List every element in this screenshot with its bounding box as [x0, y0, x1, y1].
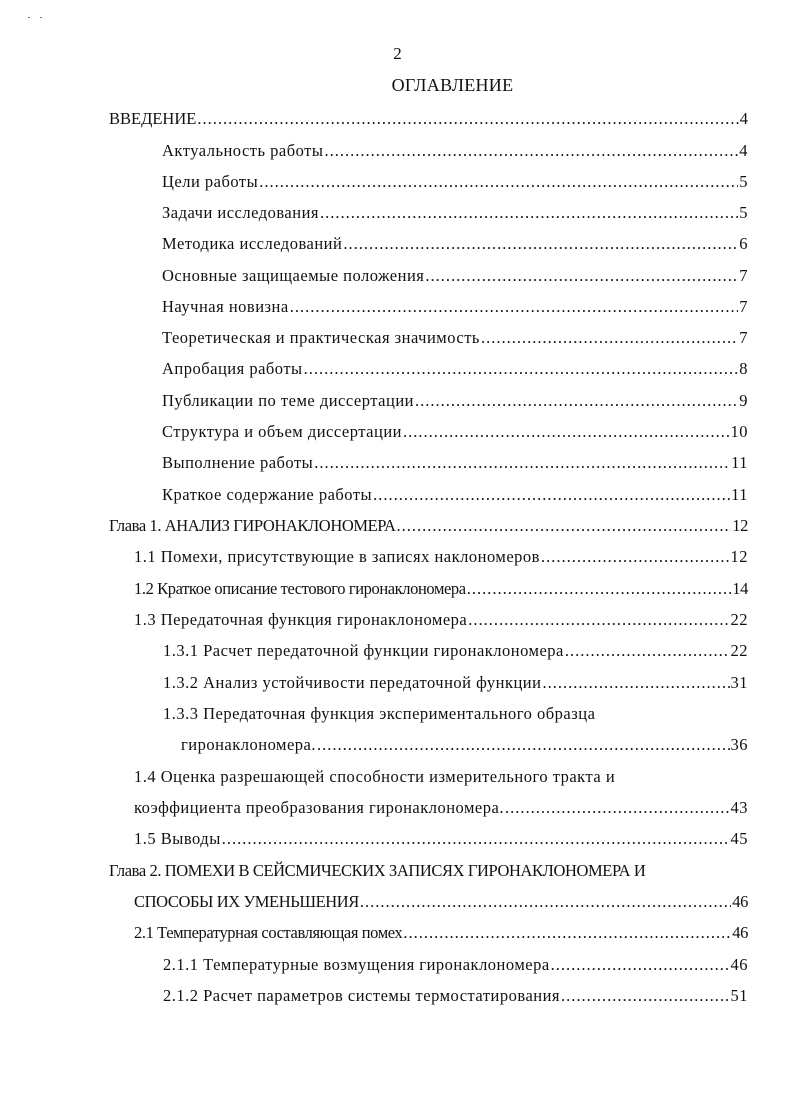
- toc-entry-label: ВВЕДЕНИЕ: [109, 109, 197, 128]
- dot-leader: [425, 266, 738, 286]
- toc-entry-label: Актуальность работы: [162, 141, 324, 160]
- toc-entry-label: 1.5 Выводы: [134, 829, 221, 848]
- dot-leader: [197, 109, 738, 129]
- dot-leader: [343, 234, 738, 254]
- toc-entry-page: 46: [732, 923, 748, 942]
- toc-entry-label: Публикации по теме диссертации: [162, 391, 414, 410]
- toc-entry-page: 5: [739, 172, 748, 191]
- toc-entry-label: 1.3 Передаточная функция гиронаклономера: [134, 610, 468, 629]
- toc-entry-label: СПОСОБЫ ИХ УМЕНЬШЕНИЯ: [134, 892, 359, 911]
- toc-entry: [162, 422, 748, 442]
- toc-entry-label: 2.1.1 Температурные возмущения гиронаклономера: [163, 955, 550, 974]
- toc-entry-page: 7: [739, 297, 748, 316]
- dot-leader: [314, 453, 730, 473]
- toc-entry: [162, 453, 748, 473]
- toc-entry-chapter-line1: Глава 2. ПОМЕХИ В СЕЙСМИЧЕСКИХ ЗАПИСЯХ ГИРОНАКЛОНОМЕРА И: [109, 861, 646, 880]
- toc-entry-page: 36: [730, 735, 748, 754]
- toc-entry: [162, 328, 748, 348]
- toc-entry: [163, 986, 748, 1006]
- toc-entry: [162, 203, 748, 223]
- toc-entry: [163, 955, 748, 975]
- toc-entry-label: Методика исследований: [162, 234, 343, 253]
- toc-entry-label: Основные защищаемые положения: [162, 266, 425, 285]
- toc-entry: [181, 735, 748, 755]
- toc-entry-page: 43: [730, 798, 748, 817]
- toc-entry: [163, 641, 748, 661]
- toc-entry-chapter: [109, 516, 748, 536]
- toc-entry-page: 46: [730, 955, 748, 974]
- dot-leader: [481, 328, 738, 348]
- toc-entry: [134, 923, 748, 943]
- toc-entry-page: 11: [731, 453, 748, 472]
- toc-entry-label: 2.1 Температурная составляющая помех: [134, 923, 403, 942]
- toc-entry: [162, 485, 748, 505]
- dot-leader: [222, 829, 730, 849]
- dot-leader: [415, 391, 738, 411]
- toc-entry: [134, 547, 748, 567]
- toc-entry-page: 6: [739, 234, 748, 253]
- toc-entry-label: Задачи исследования: [162, 203, 320, 222]
- toc-entry-label: Структура и объем диссертации: [162, 422, 402, 441]
- toc-entry: [134, 829, 748, 849]
- dot-leader: [403, 923, 731, 943]
- toc-entry-page: 8: [739, 359, 748, 378]
- toc-entry-page: 46: [732, 892, 748, 911]
- toc-entry-page: 7: [739, 266, 748, 285]
- toc-entry-page: 10: [730, 422, 748, 441]
- dot-leader: [541, 547, 730, 567]
- dot-leader: [317, 735, 730, 755]
- dot-leader: [320, 203, 738, 223]
- toc-entry-page: 22: [730, 610, 748, 629]
- toc-entry: [134, 610, 748, 630]
- toc-entry: [162, 391, 748, 411]
- toc-title: ОГЛАВЛЕНИЕ: [391, 75, 514, 95]
- toc-entry-page: 12: [730, 547, 748, 566]
- toc-entry: [162, 266, 748, 286]
- toc-entry: [162, 141, 748, 161]
- toc-entry: [162, 359, 748, 379]
- dot-leader: [360, 892, 731, 912]
- toc-entry-line1: 1.4 Оценка разрешающей способности измерительного тракта и: [134, 767, 616, 786]
- toc-entry-line1: 1.3.3 Передаточная функция экспериментального образца: [163, 704, 596, 723]
- dot-leader: [551, 955, 730, 975]
- dot-leader: [396, 516, 731, 536]
- dot-leader: [505, 798, 730, 818]
- dot-leader: [373, 485, 730, 505]
- toc-entry-label: коэффициента преобразования гиронаклономера.: [134, 798, 504, 817]
- dot-leader: [259, 172, 738, 192]
- toc-entry-label: 1.2 Краткое описание тестового гиронаклономера: [134, 579, 466, 598]
- toc-entry-chapter: [134, 892, 748, 912]
- toc-entry-page: 4: [739, 109, 748, 128]
- page-number: 2: [393, 44, 402, 63]
- toc-entry-page: 12: [732, 516, 748, 535]
- toc-entry-page: 5: [739, 203, 748, 222]
- toc-entry-introduction: [109, 109, 748, 129]
- dot-leader: [542, 673, 729, 693]
- toc-entry: [162, 297, 748, 317]
- toc-entry-label: Цели работы: [162, 172, 259, 191]
- toc-entry: [162, 234, 748, 254]
- toc-entry: [163, 673, 748, 693]
- toc-entry-page: 11: [731, 485, 748, 504]
- toc-entry-label: Краткое содержание работы: [162, 485, 373, 504]
- toc-entry-page: 9: [739, 391, 748, 410]
- dot-leader: [565, 641, 730, 661]
- dot-leader: [324, 141, 738, 161]
- toc-entry-page: 31: [730, 673, 748, 692]
- toc-entry: [134, 798, 748, 818]
- toc-entry-page: 14: [732, 579, 748, 598]
- toc-entry-label: Апробация работы: [162, 359, 303, 378]
- dot-leader: [304, 359, 739, 379]
- toc-entry-label: 1.3.1 Расчет передаточной функции гиронаклономера: [163, 641, 564, 660]
- toc-entry-page: 51: [730, 986, 748, 1005]
- dot-leader: [468, 610, 729, 630]
- toc-entry-page: 45: [730, 829, 748, 848]
- toc-entry-page: 4: [739, 141, 748, 160]
- toc-entry-label: 2.1.2 Расчет параметров системы термостатирования: [163, 986, 561, 1005]
- toc-entry-label: Теоретическая и практическая значимость: [162, 328, 480, 347]
- toc-entry-page: 7: [739, 328, 748, 347]
- dot-leader: [467, 579, 732, 599]
- toc-entry-label: Глава 1. АНАЛИЗ ГИРОНАКЛОНОМЕРА: [109, 516, 396, 535]
- toc-entry: [134, 579, 748, 599]
- toc-entry-label: 1.3.2 Анализ устойчивости передаточной функции: [163, 673, 542, 692]
- dot-leader: [290, 297, 739, 317]
- toc-entry-label: Научная новизна: [162, 297, 289, 316]
- toc-entry-label: 1.1 Помехи, присутствующие в записях наклономеров: [134, 547, 540, 566]
- toc-entry-label: Выполнение работы: [162, 453, 314, 472]
- toc-entry-label: гиронаклономера.: [181, 735, 316, 754]
- toc-entry-page: 22: [730, 641, 748, 660]
- dot-leader: [403, 422, 730, 442]
- toc-entry: [162, 172, 748, 192]
- dot-leader: [561, 986, 729, 1006]
